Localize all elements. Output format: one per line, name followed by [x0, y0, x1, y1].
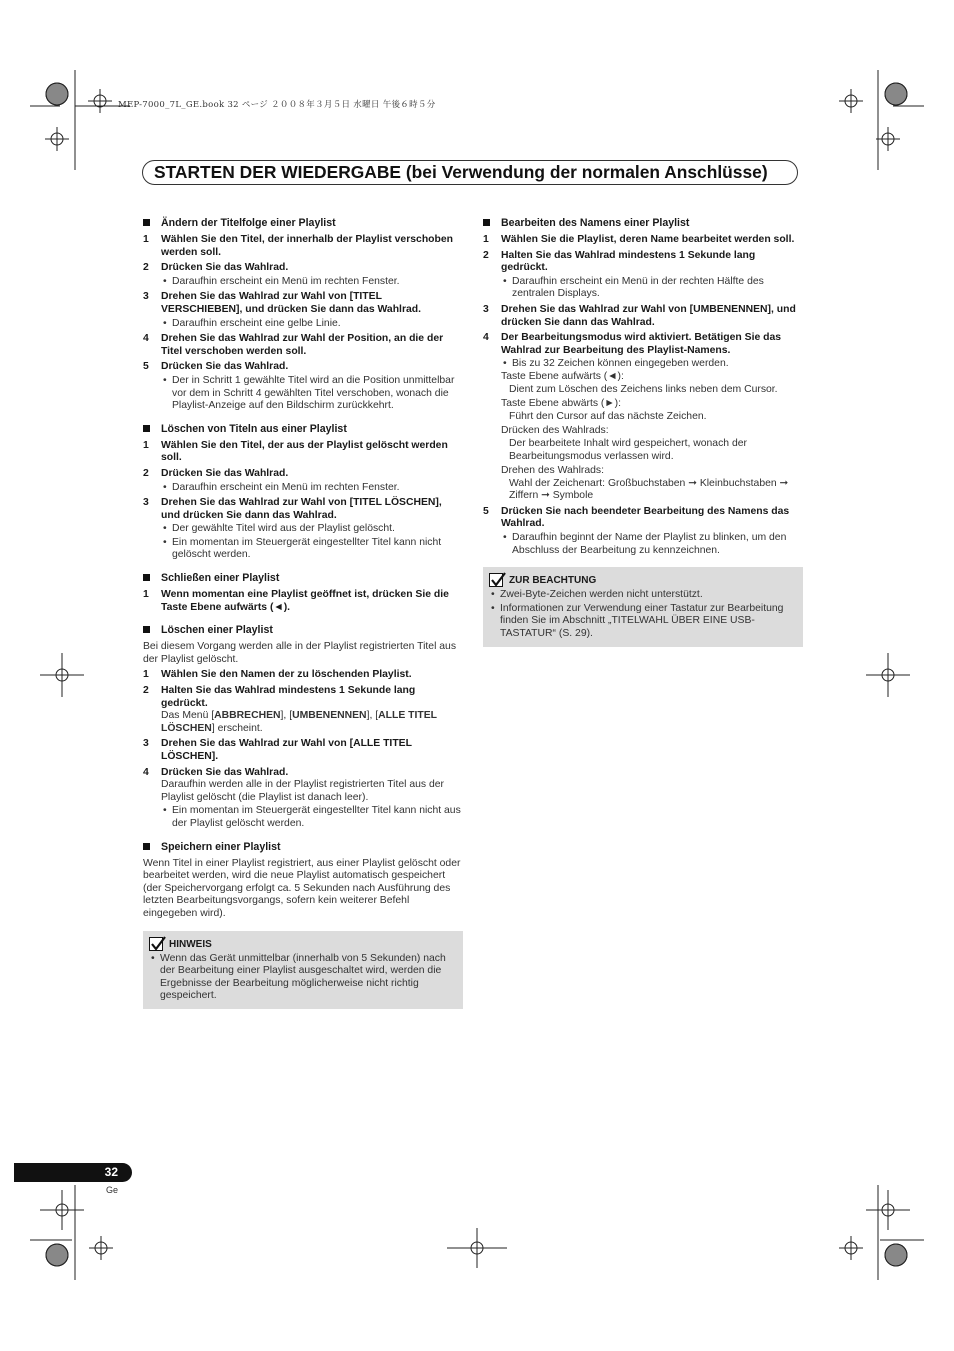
section-rename-playlist: Bearbeiten des Namens einer Playlist 1 Wählen Sie die Playlist, deren Name bearbeitet werden soll. 2 Halten Sie das Wahlrad mindestens 1 Sekunde lang gedrückt. • Daraufhin erscheint ein Menü in der rechten Hälfte des zentralen Displays. 3 Drehen Sie das Wahlrad zur Wahl von [UMBENENNEN], und drücken Sie dann das Wahlrad. 4 Der Bearbeitungsmodus wird aktiviert. Betätigen Sie das Wahlrad zur Bearbeitung des Playlist-Namens. • Bis zu 32 Zeichen können eingegeben werden. Taste Ebene aufwärts (◄): Dient zum Löschen des Zeichens links neben dem Cursor. Taste Ebene abwärts (►): Führt den Cursor auf das nächste Zeichen. Drücken des Wahlrads: Der bearbeitete Inhalt wird gespeichert, wonach der Bearbeitungsmodus verlassen wird. Drehen des Wahlrads: Wahl der Zeichenart: Großbuchstaben ➞ Kleinbuchstaben ➞ Ziffern ➞ Symbole 5 Drücken Sie nach beendeter Bearbeitung des Namens das Wahlrad. • Daraufhin beginnt der Name der Playlist zu blinken, um den Abschluss der Bearbeitung zu kennzeichnen. — [483, 216, 803, 557]
section-delete-titles: Löschen von Titeln aus einer Playlist 1 Wählen Sie den Titel, der aus der Playlist gelöscht werden soll. 2 Drücken Sie das Wahlrad. • Daraufhin erscheint ein Menü im rechten Fenster. 3 Drehen Sie das Wahlrad zur Wahl von [TITEL LÖSCHEN], und drücken Sie dann das Wahlrad. • Der gewählte Titel wird aus der Playlist gelöscht. • Ein momentan im Steuergerät eingestellter Titel kann nicht gelöscht werden. — [143, 422, 463, 562]
section-delete-playlist: Löschen einer Playlist Bei diesem Vorgang werden alle in der Playlist registrierten Titel aus der Playlist gelöscht. 1 Wählen Sie den Namen der zu löschenden Playlist. 2 Halten Sie das Wahlrad mindestens 1 Sekunde lang gedrückt. Das Menü [ABBRECHEN], [UMBENENNEN], [ALLE TITEL LÖSCHEN] erscheint. 3 Drehen Sie das Wahlrad zur Wahl von [ALLE TITEL LÖSCHEN]. 4 Drücken Sie das Wahlrad. Daraufhin werden alle in der Playlist registrierten Titel aus der Playlist gelöscht (die Playlist ist danach leer). • Ein momentan im Steuergerät eingestellter Titel kann nicht aus der Playlist gelöscht werden. — [143, 623, 463, 830]
page-number-tab — [14, 1163, 132, 1182]
note-box-zur-beachtung: ZUR BEACHTUNG • Zwei-Byte-Zeichen werden nicht unterstützt. • Informationen zur Verwendung einer Tastatur zur Bearbeitung finden Sie im Abschnitt „TITELWAHL ÜBER EINE USB-TASTATUR“ (S. 29). — [483, 567, 803, 646]
section-heading: Löschen von Titeln aus einer Playlist — [143, 422, 463, 436]
page-language: Ge — [106, 1185, 119, 1195]
section-heading: Speichern einer Playlist — [143, 840, 463, 854]
section-close-playlist: Schließen einer Playlist 1 Wenn momentan eine Playlist geöffnet ist, drücken Sie die Taste Ebene aufwärts (◄). — [143, 571, 463, 614]
page-title-paren: (bei Verwendung der normalen Anschlüsse) — [405, 162, 768, 182]
section-heading: Bearbeiten des Namens einer Playlist — [483, 216, 803, 230]
note-box-hinweis: HINWEIS • Wenn das Gerät unmittelbar (innerhalb von 5 Sekunden) nach der Bearbeitung einer Playlist ausgeschaltet wird, werden die Ergebnisse der Bearbeitung möglicherweise nicht richtig gespeichert. — [143, 931, 463, 1009]
right-column — [483, 216, 803, 647]
page-title-main: STARTEN DER WIEDERGABE — [154, 162, 402, 182]
section-heading: Ändern der Titelfolge einer Playlist — [143, 216, 463, 230]
section-heading: Löschen einer Playlist — [143, 623, 463, 637]
page-title-bar — [142, 160, 798, 185]
page-number: 32 — [104, 1165, 118, 1179]
section-reorder: Ändern der Titelfolge einer Playlist 1 Wählen Sie den Titel, der innerhalb der Playlist verschoben werden soll. 2 Drücken Sie das Wahlrad. • Daraufhin erscheint ein Menü im rechten Fenster. 3 Drehen Sie das Wahlrad zur Wahl von [TITEL VERSCHIEBEN], und drücken Sie dann das Wahlrad. • Daraufhin erscheint eine gelbe Linie. 4 Drehen Sie das Wahlrad zur Wahl der Position, an die der Titel verschoben werden soll. 5 Drücken Sie das Wahlrad. • Der in Schritt 1 gewählte Titel wird an die Position unmittelbar vor dem in Schritt 4 gewählten Titel verschoben, wonach die Playlist-Anzeige auf den Bildschirm zurückkehrt. — [143, 216, 463, 413]
section-heading: Schließen einer Playlist — [143, 571, 463, 585]
check-icon — [149, 937, 163, 951]
page-title — [154, 162, 768, 183]
left-column — [143, 216, 463, 1009]
check-icon — [489, 573, 503, 587]
section-save-playlist: Speichern einer Playlist Wenn Titel in einer Playlist registriert, aus einer Playlist gelöscht oder bearbeitet werden, wird die neue Playlist automatisch gespeichert (der Speichervorgang erfolgt ca. 5 Sekunden nach Ausführung des letzten Bearbeitungsvorgangs, sofern kein weiterer Befehl eingegeben wird). — [143, 840, 463, 921]
header-file-info: MEP-7000_7L_GE.book 32 ページ ２００８年３月５日 水曜日 午後６時５分 — [118, 100, 436, 110]
